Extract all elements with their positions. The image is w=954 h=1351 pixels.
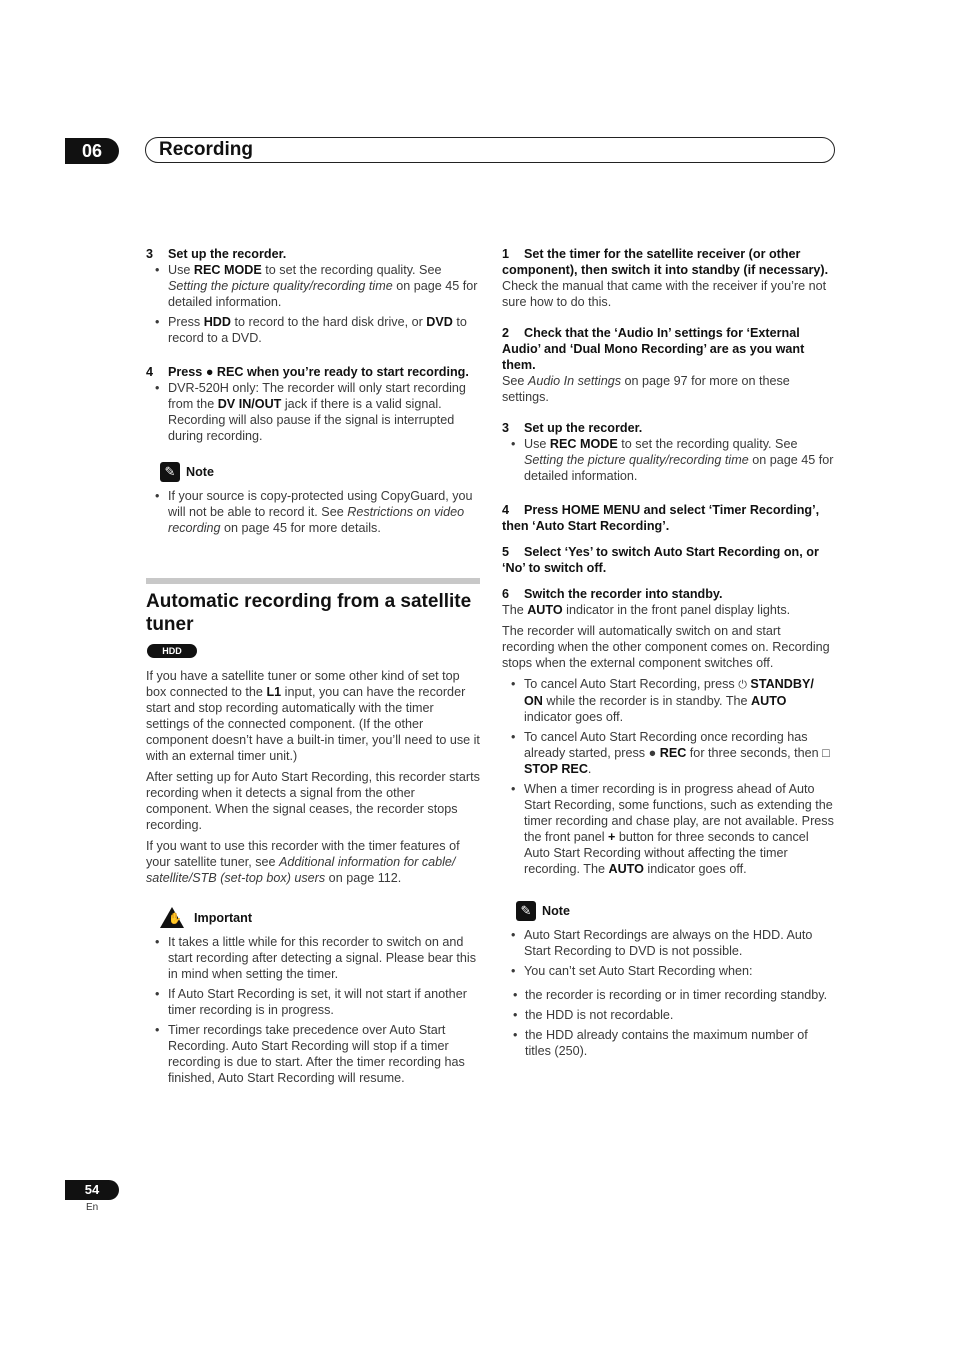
- step-1-heading: 1 Set the timer for the satellite receiver (or other component), then switch it into standby (if necessary).: [502, 247, 829, 277]
- list-item: • Timer recordings take precedence over Auto Start Recording. Auto Start Recording will stop if a timer recording is due to start. After the timer recording has finished, Auto Start Recording will resume.: [146, 1022, 480, 1086]
- chapter-header: [145, 137, 835, 163]
- list-item: • Use REC MODE to set the recording quality. See Setting the picture quality/recording time on page 45 for detailed information.: [502, 436, 836, 484]
- record-dot-icon: ●: [648, 746, 657, 760]
- page-number: 54: [65, 1180, 119, 1200]
- section-title: Automatic recording from a satellite tuner: [146, 591, 472, 635]
- step-4-list: [146, 380, 480, 444]
- paragraph: If you have a satellite tuner or some other kind of set top box connected to the L1 input, you can have the recorder start and stop recording automatically with the timer settings of the connected component. (If the other component doesn’t have a built-in timer, you’ll need to use it with an external timer unit.): [146, 669, 480, 763]
- list-item: • Auto Start Recordings are always on the HDD. Auto Start Recording to DVD is not possible.: [502, 927, 836, 959]
- hdd-badge: HDD: [147, 644, 197, 658]
- list-item: • Press HDD to record to the hard disk drive, or DVD to record to a DVD.: [146, 314, 480, 346]
- note-heading: ✎ Note: [160, 462, 480, 482]
- note-sublist: [502, 987, 836, 1059]
- note-list: [502, 927, 836, 979]
- list-item: • You can’t set Auto Start Recording when:: [502, 963, 836, 979]
- note-heading: ✎ Note: [516, 901, 836, 921]
- list-item: • DVR-520H only: The recorder will only start recording from the DV IN/OUT jack if there is a valid signal. Recording will also pause if the signal is interrupted during recording.: [146, 380, 480, 444]
- paragraph: The recorder will automatically switch on and start recording when the other component comes on. Recording stops when the external component switches off.: [502, 624, 830, 670]
- list-item: • Use REC MODE to set the recording quality. See Setting the picture quality/recording time on page 45 for detailed information.: [146, 262, 480, 310]
- step-4-heading: 4 Press ● REC when you’re ready to start recording.: [146, 365, 469, 379]
- record-dot-icon: ●: [205, 365, 214, 379]
- list-item: • the recorder is recording or in timer recording standby.: [511, 987, 836, 1003]
- step-3-heading: 3 Set up the recorder.: [502, 421, 643, 435]
- stop-square-icon: □: [822, 746, 830, 760]
- step-3-heading: 3 Set up the recorder.: [146, 247, 287, 261]
- paragraph: After setting up for Auto Start Recording, this recorder starts recording when it detects a signal from the other component. When the signal ceases, the recorder stops recording.: [146, 770, 480, 832]
- important-list: [146, 934, 480, 1086]
- chapter-title: Recording: [159, 139, 253, 160]
- paragraph: If you want to use this recorder with the timer features of your satellite tuner, see Additional information for cable/ satellite/STB (set-top box) users on page 112.: [146, 839, 460, 885]
- step-3-list: [502, 436, 836, 484]
- paragraph: Check the manual that came with the receiver if you’re not sure how to do this.: [502, 279, 827, 309]
- warning-icon: ✋: [160, 907, 184, 928]
- step-6-list: [502, 676, 836, 877]
- list-item: • To cancel Auto Start Recording once recording has already started, press ● REC for three seconds, then □ STOP REC.: [502, 729, 836, 777]
- step-3-list: [146, 262, 480, 346]
- power-icon: ⏻: [738, 679, 747, 691]
- step-6-heading: 6 Switch the recorder into standby.: [502, 587, 723, 601]
- important-heading: ✋ Important: [160, 907, 480, 928]
- right-column: [502, 246, 836, 1067]
- step-5-heading: 5 Select ‘Yes’ to switch Auto Start Recording on, or ‘No’ to switch off.: [502, 545, 819, 575]
- list-item: • It takes a little while for this recorder to switch on and start recording after detecting a signal. Please bear this in mind when setting the timer.: [146, 934, 480, 982]
- left-column: [146, 246, 480, 1094]
- list-item: • If your source is copy-protected using CopyGuard, you will not be able to record it. See Restrictions on video recording on page 45 for more details.: [146, 488, 480, 536]
- pencil-note-icon: ✎: [516, 901, 536, 921]
- list-item: • the HDD already contains the maximum number of titles (250).: [511, 1027, 836, 1059]
- list-item: • When a timer recording is in progress ahead of Auto Start Recording, some functions, such as extending the timer recording and chase play, are not available. Press the front panel + button for three seconds to cancel Auto Start Recording without affecting the timer recording. The AUTO indicator goes off.: [502, 781, 836, 877]
- chapter-number: 06: [65, 138, 119, 164]
- note-list: [146, 488, 480, 536]
- section-divider: [146, 578, 480, 584]
- list-item: • the HDD is not recordable.: [511, 1007, 836, 1023]
- step-4-heading: 4 Press HOME MENU and select ‘Timer Recording’, then ‘Auto Start Recording’.: [502, 503, 820, 533]
- language-code: En: [86, 1202, 99, 1213]
- paragraph: The AUTO indicator in the front panel display lights.: [502, 603, 791, 617]
- step-2-heading: 2 Check that the ‘Audio In’ settings for ‘External Audio’ and ‘Dual Mono Recording’ are as you want them.: [502, 326, 805, 372]
- list-item: • To cancel Auto Start Recording, press ⏻ STANDBY/ ON while the recorder is in standby. The AUTO indicator goes off.: [502, 676, 836, 725]
- paragraph: See Audio In settings on page 97 for more on these settings.: [502, 374, 790, 404]
- list-item: • If Auto Start Recording is set, it will not start if another timer recording is in progress.: [146, 986, 480, 1018]
- pencil-note-icon: ✎: [160, 462, 180, 482]
